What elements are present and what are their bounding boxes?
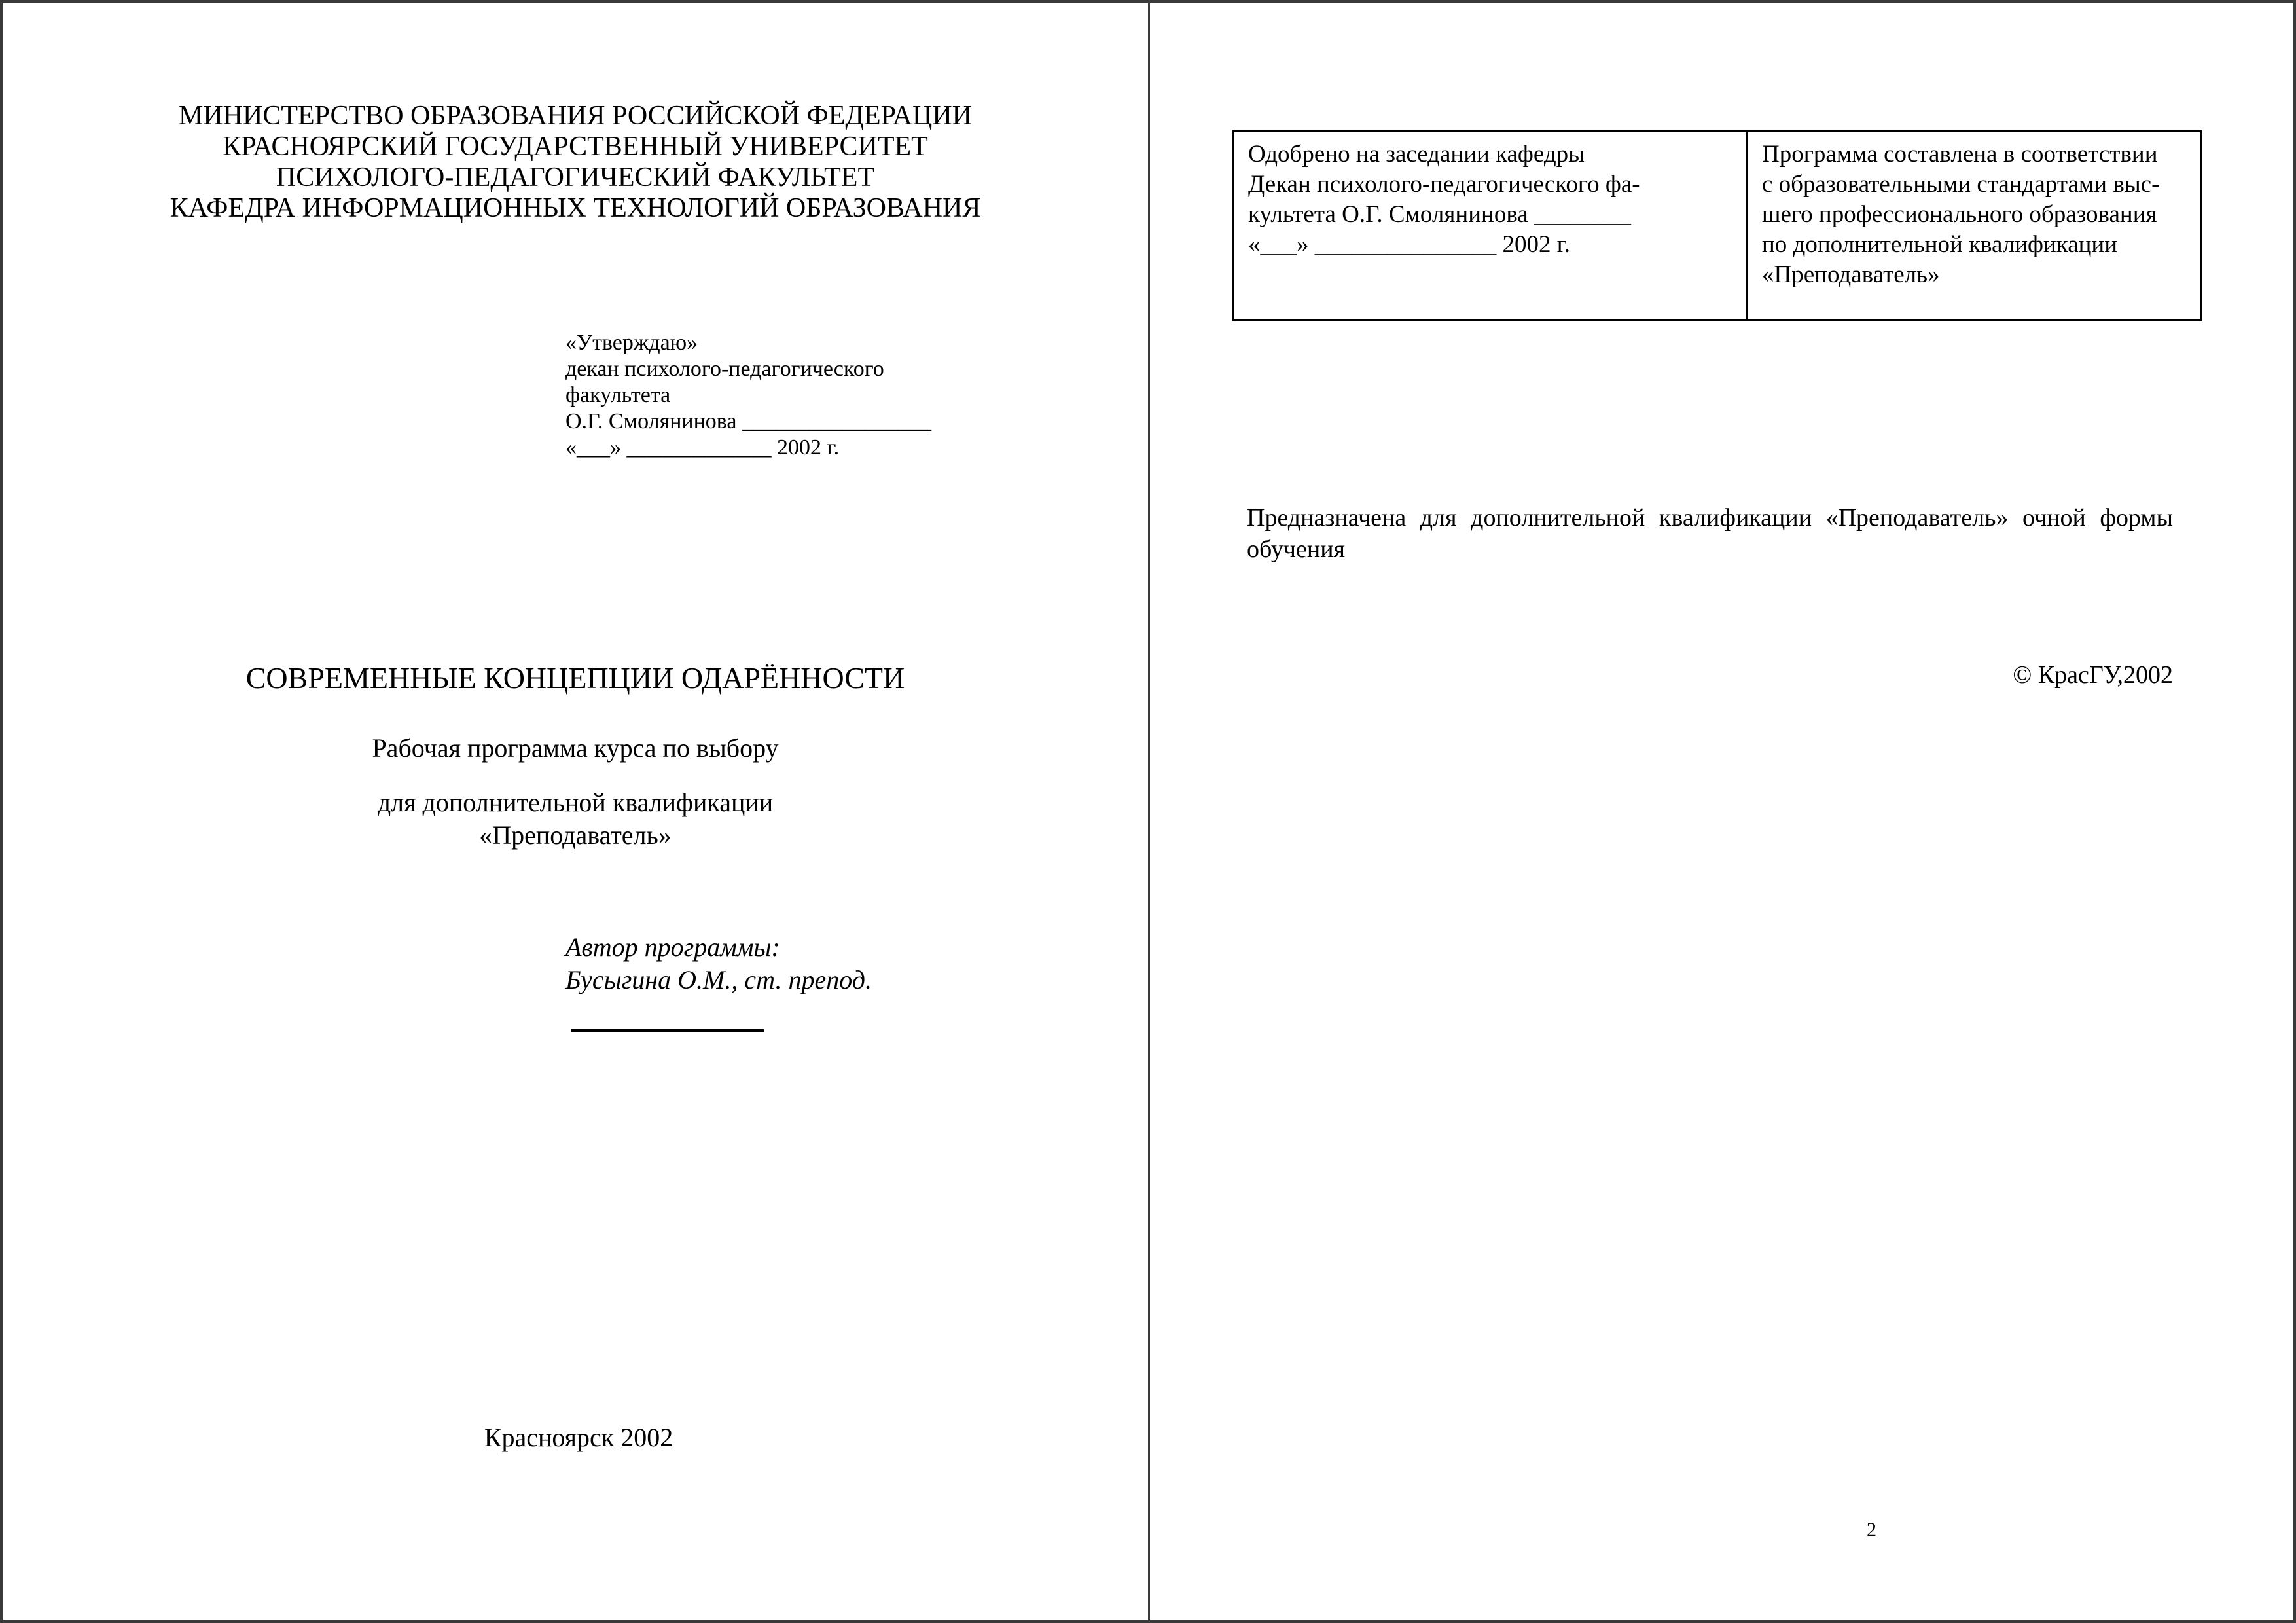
cell-line: Программа составлена в соответствии (1762, 141, 2158, 168)
cell-line: шего профессионального образования (1762, 201, 2157, 228)
approval-line: О.Г. Смолянинова _________________ (565, 409, 932, 433)
header-ministry: МИНИСТЕРСТВО ОБРАЗОВАНИЯ РОССИЙСКОЙ ФЕДЕРАЦИИ (178, 101, 972, 131)
copyright: © КрасГУ,2002 (2013, 661, 2173, 689)
course-subtitle: Рабочая программа курса по выбору (372, 733, 779, 763)
department-approval-cell (1233, 131, 1747, 321)
purpose-statement: Предназначена для дополнительной квалификации «Преподаватель» очной формы обучения (1247, 504, 2173, 563)
approval-table (1232, 130, 2202, 321)
approval-block (565, 330, 1024, 461)
cell-line: культета О.Г. Смолянинова ________ (1248, 201, 1631, 228)
approval-line: «___» _____________ 2002 г. (565, 435, 840, 460)
qualification-line: «Преподаватель» (479, 820, 672, 850)
header-university: КРАСНОЯРСКИЙ ГОСУДАРСТВЕННЫЙ УНИВЕРСИТЕТ (223, 132, 928, 162)
page-number: 2 (1867, 1519, 1876, 1541)
table-row (1233, 131, 2202, 321)
header-faculty: ПСИХОЛОГО-ПЕДАГОГИЧЕСКИЙ ФАКУЛЬТЕТ (276, 162, 875, 192)
cell-line: по дополнительной квалификации (1762, 231, 2118, 258)
header-department: КАФЕДРА ИНФОРМАЦИОННЫХ ТЕХНОЛОГИЙ ОБРАЗОВАНИЯ (170, 193, 981, 223)
author-name: Бусыгина О.М., ст. препод. (565, 965, 872, 994)
city-year: Красноярск 2002 (484, 1423, 673, 1452)
approval-line: факультета (565, 383, 671, 407)
qualification-block (3, 786, 1148, 852)
course-title: СОВРЕМЕННЫЕ КОНЦЕПЦИИ ОДАРЁННОСТИ (245, 661, 905, 695)
author-block (565, 931, 872, 996)
institution-header (3, 101, 1148, 224)
cell-line: Одобрено на заседании кафедры (1248, 141, 1585, 168)
cell-line: Декан психолого-педагогического фа- (1248, 171, 1640, 198)
author-label: Автор программы: (565, 932, 780, 962)
right-page (1150, 3, 2293, 1620)
standards-cell (1747, 131, 2202, 321)
cell-line: с образовательными стандартами выс- (1762, 171, 2160, 198)
author-signature-line (571, 1029, 764, 1032)
cell-line: «Преподаватель» (1762, 261, 1940, 288)
qualification-line: для дополнительной квалификации (377, 788, 774, 817)
cell-line: «___» _______________ 2002 г. (1248, 231, 1571, 258)
approval-line: «Утверждаю» (565, 331, 698, 355)
approval-line: декан психолого-педагогического (565, 357, 884, 381)
left-page (3, 3, 1150, 1620)
